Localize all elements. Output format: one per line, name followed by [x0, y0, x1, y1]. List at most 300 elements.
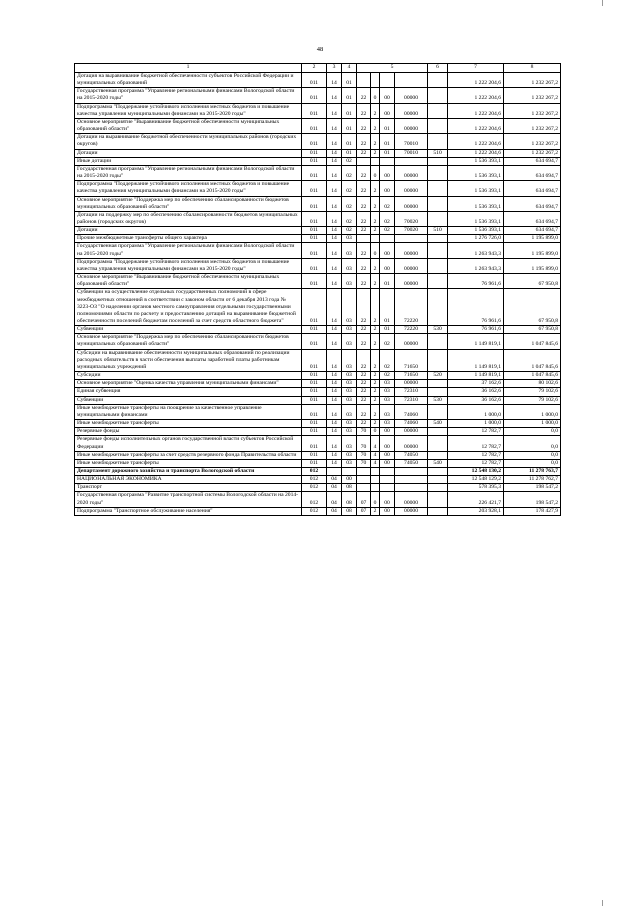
row-code-cell: 22: [357, 404, 371, 419]
row-code-cell: 011: [302, 459, 327, 467]
row-code-cell: 14: [327, 388, 342, 396]
row-code-cell: 03: [342, 396, 357, 404]
row-code-cell: 1 047 845,6: [504, 334, 561, 349]
table-body: [75, 73, 561, 516]
row-code-cell: 00000: [395, 436, 428, 451]
header-cell: 8: [504, 64, 561, 73]
table-row: [75, 181, 561, 196]
page-number: 48: [316, 46, 324, 53]
row-code-cell: 03: [380, 420, 395, 428]
row-code-cell: 1 536 393,1: [448, 181, 504, 196]
row-code-cell: 2: [371, 404, 380, 419]
row-code-cell: 011: [302, 88, 327, 103]
row-code-cell: 00: [380, 103, 395, 118]
row-code-cell: 14: [327, 134, 342, 149]
row-code-cell: 530: [428, 396, 448, 404]
row-name-cell: Прочие межбюджетные трансферты общего характера: [75, 235, 302, 243]
row-code-cell: 1 536 393,1: [448, 211, 504, 226]
row-name-cell: Субсидии: [75, 372, 302, 380]
row-code-cell: 04: [327, 476, 342, 484]
row-code-cell: 0,0: [504, 428, 561, 436]
table-row: [75, 404, 561, 419]
row-code-cell: 1 222 204,6: [448, 103, 504, 118]
row-code-cell: 76 961,6: [448, 289, 504, 326]
row-code-cell: 1 232 267,2: [504, 118, 561, 133]
row-code-cell: 2: [371, 420, 380, 428]
table-row: [75, 459, 561, 467]
row-code-cell: 14: [327, 380, 342, 388]
row-code-cell: 14: [327, 349, 342, 371]
row-code-cell: 02: [342, 181, 357, 196]
row-name-cell: НАЦИОНАЛЬНАЯ ЭКОНОМИКА: [75, 476, 302, 484]
row-code-cell: [428, 88, 448, 103]
row-code-cell: [327, 467, 342, 475]
row-code-cell: 2: [371, 507, 380, 515]
row-code-cell: 226 421,7: [448, 492, 504, 507]
row-code-cell: 011: [302, 235, 327, 243]
row-code-cell: [371, 73, 380, 88]
row-name-cell: Дотации: [75, 149, 302, 157]
row-code-cell: 011: [302, 165, 327, 180]
row-code-cell: 22: [357, 420, 371, 428]
header-cell: 7: [448, 64, 504, 73]
row-code-cell: 70: [357, 436, 371, 451]
row-name-cell: Основное мероприятие "Поддержка мер по обеспечению сбалансированности бюджетов муниципальных образований области": [75, 196, 302, 211]
table-row: [75, 157, 561, 165]
row-code-cell: 22: [357, 118, 371, 133]
row-code-cell: [428, 507, 448, 515]
row-code-cell: 74050: [395, 459, 428, 467]
row-code-cell: 00000: [395, 118, 428, 133]
row-code-cell: 1 536 393,1: [448, 227, 504, 235]
row-code-cell: [428, 258, 448, 273]
row-code-cell: 22: [357, 326, 371, 334]
row-name-cell: Подпрограмма "Поддержание устойчивого исполнения местных бюджетов и повышение качества управления муниципальными финансами на 2015-2020 годы": [75, 181, 302, 196]
row-code-cell: [380, 484, 395, 492]
row-code-cell: [428, 157, 448, 165]
row-code-cell: 00: [380, 165, 395, 180]
table-row: [75, 396, 561, 404]
row-code-cell: 03: [380, 388, 395, 396]
row-code-cell: 01: [342, 103, 357, 118]
row-code-cell: [428, 235, 448, 243]
row-code-cell: [428, 211, 448, 226]
row-code-cell: 22: [357, 211, 371, 226]
row-code-cell: 70: [357, 428, 371, 436]
row-code-cell: 22: [357, 388, 371, 396]
table-row: [75, 88, 561, 103]
row-code-cell: 14: [327, 118, 342, 133]
row-code-cell: 70: [357, 459, 371, 467]
table-row: [75, 334, 561, 349]
row-code-cell: 2: [371, 227, 380, 235]
table-row: [75, 476, 561, 484]
row-code-cell: 03: [342, 404, 357, 419]
row-code-cell: [357, 235, 371, 243]
table-row: [75, 484, 561, 492]
header-cell: 5: [357, 64, 428, 73]
table-row: [75, 274, 561, 289]
row-code-cell: 22: [357, 372, 371, 380]
row-code-cell: 2: [371, 196, 380, 211]
row-code-cell: 00: [380, 428, 395, 436]
row-code-cell: 01: [380, 134, 395, 149]
row-code-cell: 2: [371, 103, 380, 118]
row-code-cell: 22: [357, 88, 371, 103]
table-row: [75, 227, 561, 235]
row-code-cell: 011: [302, 372, 327, 380]
row-code-cell: 011: [302, 73, 327, 88]
row-code-cell: 00: [380, 459, 395, 467]
row-code-cell: 22: [357, 258, 371, 273]
row-code-cell: 1 232 267,2: [504, 88, 561, 103]
row-code-cell: 00000: [395, 165, 428, 180]
row-code-cell: 22: [357, 289, 371, 326]
table-row: [75, 420, 561, 428]
row-code-cell: 198 547,2: [504, 484, 561, 492]
row-code-cell: 12 782,7: [448, 436, 504, 451]
row-code-cell: 1 536 393,1: [448, 165, 504, 180]
row-code-cell: [371, 476, 380, 484]
row-code-cell: [395, 235, 428, 243]
row-name-cell: Основное мероприятие "Поддержка мер по обеспечению сбалансированности бюджетов муниципальных образований области": [75, 334, 302, 349]
table-row: [75, 492, 561, 507]
row-code-cell: 011: [302, 258, 327, 273]
row-code-cell: 08: [342, 484, 357, 492]
row-code-cell: 00000: [395, 181, 428, 196]
row-code-cell: 0: [371, 165, 380, 180]
row-code-cell: 1 222 204,6: [448, 134, 504, 149]
row-code-cell: 03: [342, 289, 357, 326]
row-code-cell: 01: [380, 118, 395, 133]
row-code-cell: 03: [342, 436, 357, 451]
row-code-cell: [380, 476, 395, 484]
row-code-cell: [357, 73, 371, 88]
row-code-cell: 36 162,6: [448, 388, 504, 396]
row-code-cell: 01: [342, 88, 357, 103]
row-code-cell: 00: [380, 507, 395, 515]
row-code-cell: 4: [371, 459, 380, 467]
row-code-cell: 634 694,7: [504, 157, 561, 165]
row-code-cell: 03: [342, 428, 357, 436]
row-code-cell: 08: [342, 492, 357, 507]
row-code-cell: 22: [357, 181, 371, 196]
row-code-cell: 011: [302, 404, 327, 419]
row-code-cell: 011: [302, 334, 327, 349]
row-code-cell: 00: [342, 476, 357, 484]
table-row: [75, 380, 561, 388]
row-code-cell: 00: [380, 243, 395, 258]
row-code-cell: [428, 165, 448, 180]
row-code-cell: [428, 334, 448, 349]
row-code-cell: [428, 484, 448, 492]
row-name-cell: Подпрограмма "Транспортное обслуживание населения": [75, 507, 302, 515]
row-code-cell: 011: [302, 451, 327, 459]
row-code-cell: [428, 289, 448, 326]
table-row: [75, 372, 561, 380]
row-code-cell: 00000: [395, 243, 428, 258]
table-row: [75, 235, 561, 243]
row-code-cell: 11 278 762,7: [504, 476, 561, 484]
row-code-cell: 011: [302, 388, 327, 396]
row-name-cell: Основное мероприятие "Оценка качества управления муниципальными финансами": [75, 380, 302, 388]
row-code-cell: 22: [357, 243, 371, 258]
row-code-cell: 08: [342, 507, 357, 515]
table-row: [75, 507, 561, 515]
row-code-cell: 02: [342, 196, 357, 211]
row-code-cell: 1 222 204,6: [448, 149, 504, 157]
row-code-cell: 22: [357, 380, 371, 388]
row-code-cell: 1 047 845,6: [504, 349, 561, 371]
row-name-cell: Государственная программа "Управление региональными финансами Вологодской области на 2015-2020 годы": [75, 243, 302, 258]
row-code-cell: 14: [327, 157, 342, 165]
row-code-cell: 03: [342, 258, 357, 273]
row-code-cell: 76 961,6: [448, 274, 504, 289]
row-code-cell: 14: [327, 404, 342, 419]
row-code-cell: 14: [327, 211, 342, 226]
row-code-cell: 03: [342, 459, 357, 467]
row-code-cell: 011: [302, 326, 327, 334]
row-code-cell: 2: [371, 380, 380, 388]
row-code-cell: [380, 235, 395, 243]
row-code-cell: 74060: [395, 420, 428, 428]
row-code-cell: 1 149 819,1: [448, 372, 504, 380]
row-code-cell: 03: [342, 235, 357, 243]
row-code-cell: 03: [342, 372, 357, 380]
row-code-cell: 198 547,2: [504, 492, 561, 507]
row-code-cell: 1 536 393,1: [448, 196, 504, 211]
row-code-cell: 00: [380, 181, 395, 196]
row-code-cell: 02: [342, 157, 357, 165]
header-cell: 2: [302, 64, 327, 73]
row-name-cell: Дотации на поддержку мер по обеспечению сбалансированности бюджетов муниципальных районов (городских округов): [75, 211, 302, 226]
row-name-cell: Резервные фонды: [75, 428, 302, 436]
row-code-cell: 1 232 267,2: [504, 73, 561, 88]
row-code-cell: 72220: [395, 289, 428, 326]
row-code-cell: 1 222 204,6: [448, 118, 504, 133]
row-name-cell: Единая субвенция: [75, 388, 302, 396]
row-code-cell: 2: [371, 211, 380, 226]
header-cell: 4: [342, 64, 357, 73]
row-code-cell: 012: [302, 484, 327, 492]
row-code-cell: 011: [302, 396, 327, 404]
row-name-cell: Государственная программа "Управление региональными финансами Вологодской области на 2015-2020 годы": [75, 165, 302, 180]
row-code-cell: 14: [327, 459, 342, 467]
row-code-cell: 012: [302, 507, 327, 515]
row-code-cell: 1 047 845,6: [504, 372, 561, 380]
row-code-cell: [395, 476, 428, 484]
row-code-cell: [371, 484, 380, 492]
row-name-cell: Субсидии на выравнивание обеспеченности муниципальных образований по реализации расходных обязательств в части обеспечения выплаты заработной платы работникам муниципальных учреждений: [75, 349, 302, 371]
row-code-cell: [395, 467, 428, 475]
table-row: [75, 258, 561, 273]
row-name-cell: Государственная программа "Управление региональными финансами Вологодской области на 2015-2020 годы": [75, 88, 302, 103]
row-code-cell: 12 548 130,2: [448, 467, 504, 475]
row-code-cell: [428, 428, 448, 436]
row-name-cell: Подпрограмма "Поддержание устойчивого исполнения местных бюджетов и повышение качества управления муниципальными финансами на 2015-2020 годы": [75, 103, 302, 118]
row-code-cell: 634 694,7: [504, 196, 561, 211]
row-code-cell: 36 162,6: [448, 396, 504, 404]
row-code-cell: 1 000,0: [448, 404, 504, 419]
row-code-cell: 011: [302, 274, 327, 289]
row-code-cell: 0: [371, 428, 380, 436]
row-code-cell: 2: [371, 181, 380, 196]
row-code-cell: 01: [380, 149, 395, 157]
row-code-cell: 02: [342, 227, 357, 235]
row-code-cell: 012: [302, 467, 327, 475]
row-code-cell: 14: [327, 451, 342, 459]
row-code-cell: 011: [302, 196, 327, 211]
table-row: [75, 289, 561, 326]
row-code-cell: [428, 476, 448, 484]
row-code-cell: 2: [371, 372, 380, 380]
row-code-cell: 01: [342, 73, 357, 88]
row-code-cell: 71650: [395, 349, 428, 371]
table-row: [75, 73, 561, 88]
row-code-cell: 0: [371, 492, 380, 507]
row-code-cell: 03: [342, 388, 357, 396]
row-code-cell: 011: [302, 134, 327, 149]
row-code-cell: [428, 492, 448, 507]
row-code-cell: 00000: [395, 258, 428, 273]
row-code-cell: 011: [302, 420, 327, 428]
row-name-cell: Субвенции: [75, 326, 302, 334]
row-code-cell: 12 782,7: [448, 459, 504, 467]
row-code-cell: 1 232 267,2: [504, 103, 561, 118]
row-code-cell: 01: [342, 134, 357, 149]
row-code-cell: 14: [327, 243, 342, 258]
row-code-cell: 011: [302, 157, 327, 165]
row-code-cell: 00: [380, 436, 395, 451]
table-row: [75, 196, 561, 211]
row-code-cell: 510: [428, 227, 448, 235]
row-code-cell: 72310: [395, 396, 428, 404]
row-code-cell: 14: [327, 334, 342, 349]
table-row: [75, 118, 561, 133]
row-code-cell: 03: [342, 451, 357, 459]
row-name-cell: Основное мероприятие "Выравнивание бюджетной обеспеченности муниципальных образований области": [75, 118, 302, 133]
row-code-cell: 02: [380, 227, 395, 235]
row-name-cell: Иные межбюджетные трансферты на поощрение за качественное управление муниципальными финансами: [75, 404, 302, 419]
row-code-cell: 011: [302, 118, 327, 133]
row-code-cell: 14: [327, 227, 342, 235]
row-code-cell: 2: [371, 388, 380, 396]
row-code-cell: 01: [380, 326, 395, 334]
row-name-cell: Резервные фонды исполнительных органов государственной власти субъектов Российской Федерации: [75, 436, 302, 451]
row-code-cell: 0: [371, 243, 380, 258]
row-code-cell: 01: [380, 289, 395, 326]
row-code-cell: 14: [327, 436, 342, 451]
row-code-cell: 02: [342, 211, 357, 226]
row-code-cell: 22: [357, 196, 371, 211]
row-code-cell: 634 694,7: [504, 211, 561, 226]
row-code-cell: 634 694,7: [504, 165, 561, 180]
table-row: [75, 467, 561, 475]
row-code-cell: 011: [302, 227, 327, 235]
table-row: [75, 436, 561, 451]
row-code-cell: 4: [371, 451, 380, 459]
row-code-cell: [395, 484, 428, 492]
row-code-cell: [428, 196, 448, 211]
row-code-cell: 00000: [395, 507, 428, 515]
row-code-cell: 00: [380, 451, 395, 459]
row-code-cell: 178 427,9: [504, 507, 561, 515]
row-code-cell: 1 195 899,0: [504, 235, 561, 243]
row-code-cell: 1 276 726,0: [448, 235, 504, 243]
row-code-cell: 12 782,7: [448, 451, 504, 459]
row-code-cell: 1 232 267,2: [504, 149, 561, 157]
row-code-cell: 14: [327, 196, 342, 211]
row-code-cell: 22: [357, 149, 371, 157]
row-code-cell: 1 263 943,3: [448, 258, 504, 273]
row-code-cell: 03: [380, 380, 395, 388]
row-code-cell: 07: [357, 492, 371, 507]
row-code-cell: [380, 73, 395, 88]
row-code-cell: 1 149 819,1: [448, 349, 504, 371]
row-code-cell: 22: [357, 227, 371, 235]
row-code-cell: [371, 157, 380, 165]
row-code-cell: 14: [327, 289, 342, 326]
row-code-cell: 03: [342, 274, 357, 289]
row-code-cell: [428, 451, 448, 459]
row-code-cell: [357, 476, 371, 484]
row-code-cell: 203 928,1: [448, 507, 504, 515]
row-code-cell: 011: [302, 349, 327, 371]
row-code-cell: 4: [371, 436, 380, 451]
row-name-cell: Подпрограмма "Поддержание устойчивого исполнения местных бюджетов и повышение качества управления муниципальными финансами на 2015-2020 годы": [75, 258, 302, 273]
row-code-cell: 71650: [395, 372, 428, 380]
table-row: [75, 451, 561, 459]
row-code-cell: 540: [428, 420, 448, 428]
row-code-cell: 00000: [395, 274, 428, 289]
row-code-cell: 011: [302, 243, 327, 258]
row-code-cell: 67 950,8: [504, 326, 561, 334]
row-code-cell: 14: [327, 420, 342, 428]
row-code-cell: 011: [302, 149, 327, 157]
row-code-cell: 02: [380, 372, 395, 380]
row-code-cell: 2: [371, 258, 380, 273]
row-code-cell: 03: [380, 396, 395, 404]
table-row: [75, 134, 561, 149]
row-code-cell: 04: [327, 492, 342, 507]
row-code-cell: 1 149 819,1: [448, 334, 504, 349]
row-code-cell: 02: [380, 211, 395, 226]
row-code-cell: 1 195 899,0: [504, 258, 561, 273]
row-code-cell: [428, 118, 448, 133]
row-code-cell: 03: [380, 404, 395, 419]
row-code-cell: 02: [380, 196, 395, 211]
row-code-cell: 2: [371, 149, 380, 157]
row-code-cell: 2: [371, 134, 380, 149]
table-row: [75, 349, 561, 371]
row-code-cell: 011: [302, 181, 327, 196]
row-name-cell: Дотация на выравнивание бюджетной обеспеченности субъектов Российской Федерации и муниципальных образований: [75, 73, 302, 88]
row-code-cell: 00000: [395, 492, 428, 507]
row-code-cell: [428, 436, 448, 451]
row-code-cell: [428, 243, 448, 258]
row-code-cell: 22: [357, 274, 371, 289]
row-code-cell: 00000: [395, 428, 428, 436]
row-code-cell: 01: [380, 274, 395, 289]
row-code-cell: 00: [380, 88, 395, 103]
row-code-cell: 80 102,6: [504, 380, 561, 388]
row-code-cell: 540: [428, 459, 448, 467]
table-row: [75, 103, 561, 118]
row-code-cell: [371, 235, 380, 243]
row-name-cell: Дотации: [75, 227, 302, 235]
row-code-cell: 1 000,0: [504, 420, 561, 428]
row-code-cell: 14: [327, 326, 342, 334]
